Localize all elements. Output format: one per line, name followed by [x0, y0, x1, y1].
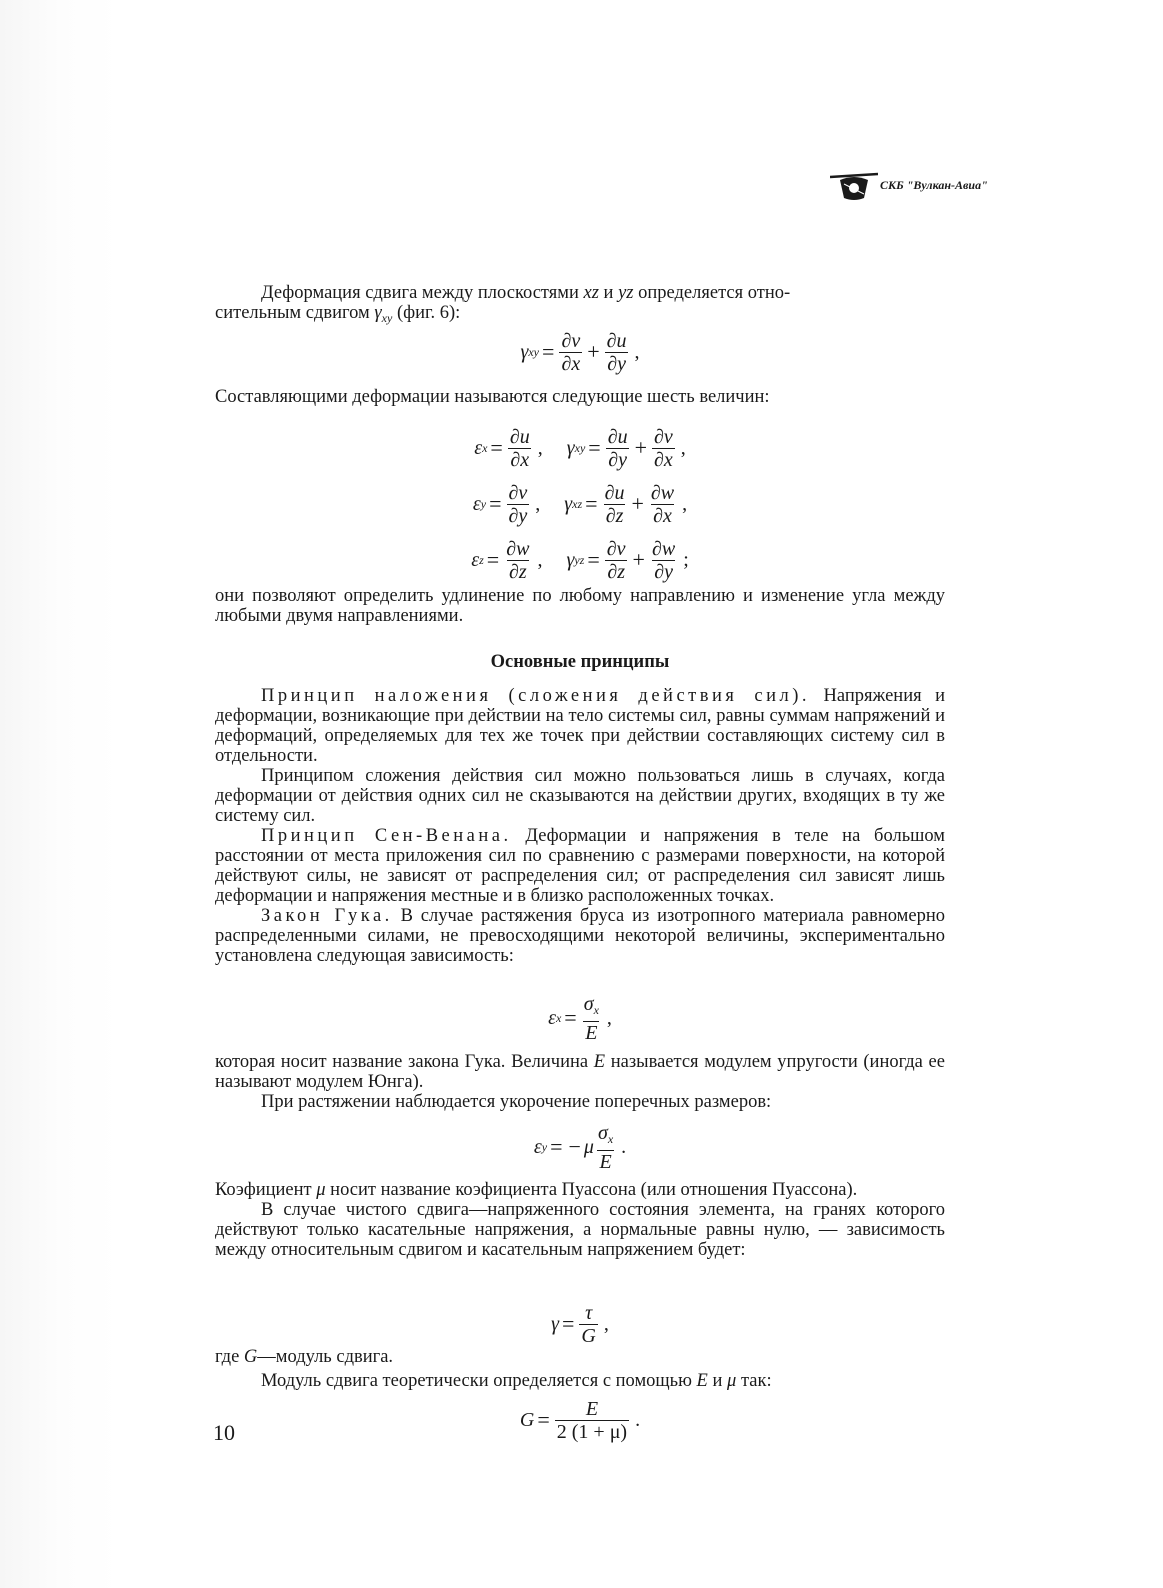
after-components — [215, 586, 945, 626]
formula-end: . — [621, 1136, 627, 1158]
fraction — [606, 426, 630, 471]
comma: , — [537, 437, 543, 459]
epsilon-sub: y — [541, 1140, 548, 1154]
intro-text: Деформация сдвига между плоскостями — [261, 283, 584, 303]
superposition-note: Принципом сложения действия сил можно пользоваться лишь в случаях, когда деформации от действия одних сил не сказываются на действии других, входящих в ту же систему сил. — [215, 766, 945, 826]
saint-venant-term: Принцип Сен-Венана. — [261, 826, 512, 846]
denominator: 2 (1 + μ) — [556, 1420, 628, 1443]
gamma-symbol: γ — [551, 1313, 559, 1335]
fraction — [579, 1302, 597, 1347]
fraction — [652, 426, 675, 471]
denominator: ∂x — [653, 504, 672, 527]
component-row — [215, 532, 945, 588]
numerator: ∂v — [654, 425, 673, 448]
after-components-text: они позволяют определить удлинение по любому направлению и изменение угла между любыми двумя направлениями. — [215, 586, 945, 626]
heading-text: Основные принципы — [490, 652, 670, 672]
gamma-symbol: γ — [374, 303, 382, 323]
plus: + — [631, 491, 644, 516]
gamma-symbol: γ — [566, 437, 575, 459]
formula-G — [215, 1396, 945, 1444]
numerator — [582, 993, 601, 1021]
denominator: ∂z — [605, 504, 624, 527]
denominator: ∂y — [608, 448, 628, 471]
components-intro — [215, 387, 945, 407]
comma: , — [535, 493, 541, 515]
sigma-sub: x — [607, 1131, 614, 1146]
text: носит название коэфициента Пуассона (или отношения Пуассона). — [325, 1180, 858, 1200]
equals: = — [490, 435, 503, 460]
mu-symbol: μ — [316, 1180, 326, 1200]
f1-plus: + — [587, 339, 600, 364]
epsilon-symbol: ε — [471, 549, 480, 571]
page-number: 10 — [213, 1420, 235, 1445]
f1-fraction-2 — [605, 330, 629, 375]
numerator: ∂u — [604, 481, 625, 504]
numerator: ∂u — [509, 425, 530, 448]
modulus-E: E — [593, 1052, 606, 1072]
denominator: E — [585, 1021, 598, 1044]
denominator: ∂z — [509, 560, 527, 583]
principles-body — [215, 686, 945, 966]
poisson-text — [215, 1180, 945, 1200]
hooke-after — [215, 1052, 945, 1112]
modulus-G: G — [243, 1347, 258, 1367]
numerator: ∂v — [606, 537, 626, 560]
sigma-symbol: σ — [597, 1121, 608, 1144]
denominator: ∂x — [510, 448, 530, 471]
text: Модуль сдвига теоретически определяется с помощью — [261, 1371, 697, 1391]
modulus-E: E — [696, 1371, 708, 1391]
gamma-sub: yz — [574, 553, 585, 567]
intro-figure-ref: (фиг. 6): — [392, 303, 461, 323]
f1-fraction-1 — [559, 330, 582, 375]
text: которая носит название закона Гука. Величина — [215, 1052, 594, 1072]
epsilon-sub: z — [479, 553, 484, 567]
numerator: ∂u — [607, 425, 628, 448]
propeller-logo-icon — [830, 168, 878, 202]
stamp-text: СКБ "Вулкан-Авиа" — [880, 177, 988, 192]
component-row — [215, 476, 945, 532]
equals: = — [588, 435, 601, 460]
f1-gamma: γ — [520, 341, 529, 363]
superposition-text: Напряжения и деформации, возникающие при действии на тело системы сил, равны суммам напряжений и деформаций, определяемых для тех же точек при действии составляющих систему сил в отдельности. — [215, 686, 946, 766]
numerator: ∂w — [651, 537, 676, 560]
denominator: ∂y — [654, 560, 673, 583]
gamma-symbol: γ — [566, 549, 575, 571]
f1-gamma-sub: xy — [528, 345, 540, 359]
plane-xz: xz — [583, 283, 599, 303]
formula-end: , — [603, 1313, 609, 1335]
fraction — [649, 482, 676, 527]
numerator: ∂w — [506, 537, 530, 560]
formula-hooke — [215, 992, 945, 1044]
epsilon-symbol: ε — [472, 493, 481, 515]
plane-yz: yz — [618, 283, 634, 303]
saint-venant-paragraph — [215, 826, 945, 906]
shear-modulus-body — [215, 1347, 945, 1391]
fraction — [555, 1398, 629, 1443]
numerator: ∂v — [508, 481, 528, 504]
poisson-body — [215, 1180, 945, 1260]
denominator: ∂x — [654, 448, 673, 471]
mu-symbol: μ — [583, 1136, 594, 1158]
fraction — [603, 482, 627, 527]
gamma-symbol: γ — [564, 493, 573, 515]
fraction — [605, 538, 628, 583]
equals: = — [486, 547, 500, 572]
equals: = — [537, 1407, 550, 1432]
epsilon-sub: x — [482, 441, 488, 455]
denominator: E — [599, 1150, 612, 1173]
numerator — [596, 1122, 615, 1150]
equals: = — [564, 1005, 577, 1030]
equals: = — [489, 491, 502, 516]
text: Коэфициент — [215, 1180, 317, 1200]
fraction — [650, 538, 677, 583]
equals: = — [550, 1134, 563, 1159]
formula-poisson — [215, 1121, 945, 1173]
text: называется модулем упругости (иногда ее называют модулем Юнга). — [215, 1052, 945, 1092]
epsilon-symbol: ε — [474, 437, 483, 459]
text: —модуль сдвига. — [257, 1347, 394, 1367]
plus: + — [632, 547, 645, 572]
numerator: ∂w — [650, 481, 675, 504]
shear-modulus-text — [215, 1371, 945, 1391]
equals: = — [587, 547, 600, 572]
epsilon-symbol: ε — [548, 1007, 556, 1029]
gamma-sub: xz — [572, 497, 583, 511]
hooke-paragraph — [215, 906, 945, 966]
hooke-term: Закон Гука. — [261, 906, 393, 926]
equals: = — [585, 491, 598, 516]
components-intro-text: Составляющими деформации называются следующие шесть величин: — [215, 387, 770, 407]
text: так: — [736, 1371, 772, 1391]
f1-den-1: ∂x — [561, 352, 581, 375]
formula-end: , — [606, 1007, 612, 1029]
fraction — [596, 1122, 615, 1173]
row-end: , — [682, 493, 688, 515]
mu-symbol: μ — [727, 1371, 737, 1391]
epsilon-symbol: ε — [533, 1136, 542, 1158]
fraction — [507, 482, 530, 527]
sigma-sub: x — [593, 1002, 599, 1017]
comma: , — [537, 549, 543, 571]
text: где — [215, 1347, 244, 1367]
formula-shear — [215, 1302, 945, 1346]
component-row — [215, 420, 945, 476]
fraction — [582, 993, 601, 1044]
denominator: G — [581, 1324, 596, 1347]
f1-num-2: ∂u — [606, 329, 627, 352]
f1-equals: = — [542, 339, 555, 364]
minus: − — [568, 1134, 581, 1159]
strain-components — [215, 420, 945, 588]
hooke-text: В случае растяжения бруса из изотропного материала равномерно распределенными силами, не превосходящими некоторой величины, экспериментально установлена следующая зависимость: — [215, 906, 945, 966]
epsilon-sub: x — [555, 1011, 562, 1025]
denominator: ∂z — [607, 560, 625, 583]
f1-den-2: ∂y — [607, 352, 626, 375]
sigma-symbol: σ — [583, 992, 594, 1015]
hooke-after-text — [215, 1052, 945, 1092]
fraction — [508, 426, 532, 471]
f1-comma: , — [634, 341, 640, 363]
fraction — [504, 538, 531, 583]
superposition-paragraph — [215, 686, 945, 766]
numerator: τ — [585, 1301, 593, 1324]
G-symbol: G — [519, 1409, 535, 1431]
intro-line2: сительным сдвигом — [215, 303, 375, 323]
text: и — [707, 1371, 728, 1391]
gamma-subscript: xy — [381, 311, 393, 325]
saint-venant-text: Деформации и напряжения в теле на большом расстоянии от места приложения сил по сравнению с размерами поверхности, на которой действуют силы, не зависят от распределения сил; от распределения сил зависят лишь деформации и напряжения местные и в близко расположенных точках. — [215, 826, 945, 906]
epsilon-sub: y — [480, 497, 487, 511]
section-heading — [215, 652, 945, 672]
intro-text-end: определяется отно- — [633, 283, 791, 303]
publisher-stamp — [830, 168, 988, 202]
gamma-sub: xy — [574, 441, 586, 455]
contraction-text: При растяжении наблюдается укорочение поперечных размеров: — [261, 1092, 772, 1112]
shear-where — [215, 1347, 945, 1367]
intro-paragraph — [215, 283, 945, 328]
formula-end: . — [635, 1409, 641, 1431]
f1-num-1: ∂v — [561, 329, 581, 352]
equals: = — [562, 1311, 575, 1336]
denominator: ∂y — [508, 504, 528, 527]
row-end: ; — [683, 549, 689, 571]
formula-shear-strain — [215, 330, 945, 374]
pure-shear-text: В случае чистого сдвига—напряженного состояния элемента, на гранях которого действуют только касательные напряжения, а нормальные равны нулю, — зависимость между относительным сдвигом и касательным напряжением будет: — [215, 1200, 945, 1260]
numerator: E — [585, 1397, 599, 1420]
superposition-term: Принцип наложения (сложения действия сил). — [261, 686, 811, 706]
intro-and: и — [598, 283, 619, 303]
row-end: , — [680, 437, 686, 459]
plus: + — [634, 435, 648, 460]
